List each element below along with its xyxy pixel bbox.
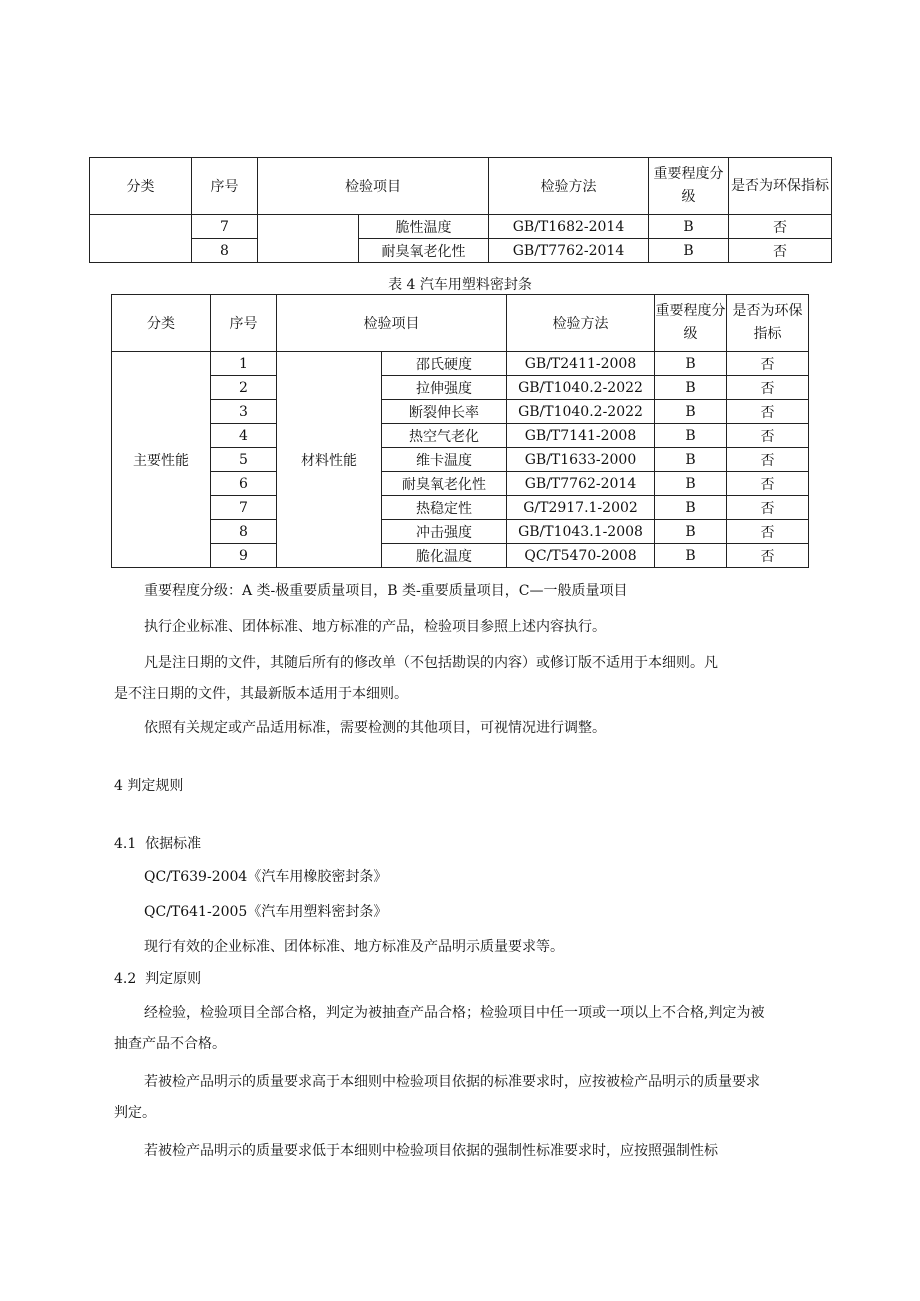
grade-note: 重要程度分级：A 类-极重要质量项目，B 类-重要质量项目，C—一般质量项目 [144,583,628,599]
category-cell: 主要性能 [112,352,211,568]
method-cell: GB/T7762-2014 [489,239,649,263]
table-continued-body [89,157,832,263]
seq-cell: 6 [211,472,277,496]
item-cell: 耐臭氧老化性 [382,472,507,496]
header-env: 是否为环保指标 [729,158,832,215]
header-item: 检验项目 [277,295,507,352]
env-cell: 否 [727,400,809,424]
item-cell: 拉伸强度 [382,376,507,400]
exec-note: 执行企业标准、团体标准、地方标准的产品，检验项目参照上述内容执行。 [144,619,606,635]
header-seq: 序号 [211,295,277,352]
subcategory-cell: 材料性能 [277,352,382,568]
method-cell: G/T2917.1-2002 [507,496,655,520]
section-4-heading: 4 判定规则 [114,778,184,794]
env-cell: 否 [727,424,809,448]
method-cell: GB/T1040.2-2022 [507,400,655,424]
item-cell: 脆化温度 [382,544,507,568]
table-row [112,520,809,544]
header-method: 检验方法 [489,158,649,215]
table-caption: 表 4 汽车用塑料密封条 [388,277,532,293]
seq-cell: 7 [211,496,277,520]
item-cell: 耐臭氧老化性 [359,239,489,263]
table-row [112,472,809,496]
category-cell [90,215,192,263]
grade-cell: B [655,352,727,376]
item-cell: 邵氏硬度 [382,352,507,376]
seq-cell: 4 [211,424,277,448]
env-cell: 否 [729,215,832,239]
seq-cell: 8 [192,239,258,263]
method-cell: GB/T1633-2000 [507,448,655,472]
rule-3-line1: 若被检产品明示的质量要求低于本细则中检验项目依据的强制性标准要求时，应按照强制性标 [144,1143,718,1159]
method-cell: GB/T2411-2008 [507,352,655,376]
item-cell: 断裂伸长率 [382,400,507,424]
env-cell: 否 [727,472,809,496]
table-plastic-seal [111,294,809,568]
rule-2-line2: 判定。 [114,1105,156,1121]
item-cell: 热稳定性 [382,496,507,520]
method-cell: GB/T1040.2-2022 [507,376,655,400]
standard-2: QC/T641-2005《汽车用塑料密封条》 [144,904,388,920]
item-cell: 热空气老化 [382,424,507,448]
grade-cell: B [655,376,727,400]
table-row [112,400,809,424]
method-cell: GB/T7141-2008 [507,424,655,448]
grade-cell: B [655,472,727,496]
standard-3: 现行有效的企业标准、团体标准、地方标准及产品明示质量要求等。 [144,939,564,955]
seq-cell: 2 [211,376,277,400]
rule-1-line2: 抽查产品不合格。 [114,1036,226,1052]
table-row [90,239,832,263]
dated-note-line1: 凡是注日期的文件，其随后所有的修改单（不包括勘误的内容）或修订版不适用于本细则。凡 [144,655,718,671]
method-cell: GB/T1043.1-2008 [507,520,655,544]
table-row [112,424,809,448]
seq-cell: 8 [211,520,277,544]
header-item: 检验项目 [258,158,489,215]
seq-cell: 3 [211,400,277,424]
grade-cell: B [649,215,729,239]
header-seq: 序号 [192,158,258,215]
grade-cell: B [655,424,727,448]
item-cell: 维卡温度 [382,448,507,472]
seq-cell: 7 [192,215,258,239]
table-row [112,376,809,400]
method-cell: GB/T7762-2014 [507,472,655,496]
item-cell: 脆性温度 [359,215,489,239]
grade-cell: B [655,400,727,424]
section-4-1-heading: 4.1 依据标准 [114,836,202,852]
rule-1-line1: 经检验，检验项目全部合格，判定为被抽查产品合格；检验项目中任一项或一项以上不合格,判定为被 [144,1005,765,1021]
table-row [112,496,809,520]
header-grade: 重要程度分级 [655,295,727,352]
standard-1: QC/T639-2004《汽车用橡胶密封条》 [144,869,388,885]
section-4-2-heading: 4.2 判定原则 [114,971,202,987]
item-cell: 冲击强度 [382,520,507,544]
dated-note-line2: 是不注日期的文件，其最新版本适用于本细则。 [114,686,408,702]
header-grade: 重要程度分级 [649,158,729,215]
env-cell: 否 [727,520,809,544]
table-row [112,352,809,376]
rule-2-line1: 若被检产品明示的质量要求高于本细则中检验项目依据的标准要求时，应按被检产品明示的质量要求 [144,1074,760,1090]
grade-cell: B [655,544,727,568]
header-method: 检验方法 [507,295,655,352]
env-cell: 否 [729,239,832,263]
seq-cell: 9 [211,544,277,568]
table-header-row [112,295,809,352]
method-cell: QC/T5470-2008 [507,544,655,568]
subcategory-cell [258,215,359,263]
env-cell: 否 [727,376,809,400]
env-cell: 否 [727,352,809,376]
header-category: 分类 [90,158,192,215]
grade-cell: B [655,448,727,472]
seq-cell: 5 [211,448,277,472]
seq-cell: 1 [211,352,277,376]
env-cell: 否 [727,544,809,568]
grade-cell: B [655,520,727,544]
grade-cell: B [655,496,727,520]
adjust-note: 依照有关规定或产品适用标准，需要检测的其他项目，可视情况进行调整。 [144,720,606,736]
header-env: 是否为环保指标 [727,295,809,352]
grade-cell: B [649,239,729,263]
header-category: 分类 [112,295,211,352]
table-row [90,215,832,239]
method-cell: GB/T1682-2014 [489,215,649,239]
table-row [112,544,809,568]
table-row [112,448,809,472]
table-header-row [90,158,832,215]
env-cell: 否 [727,496,809,520]
env-cell: 否 [727,448,809,472]
